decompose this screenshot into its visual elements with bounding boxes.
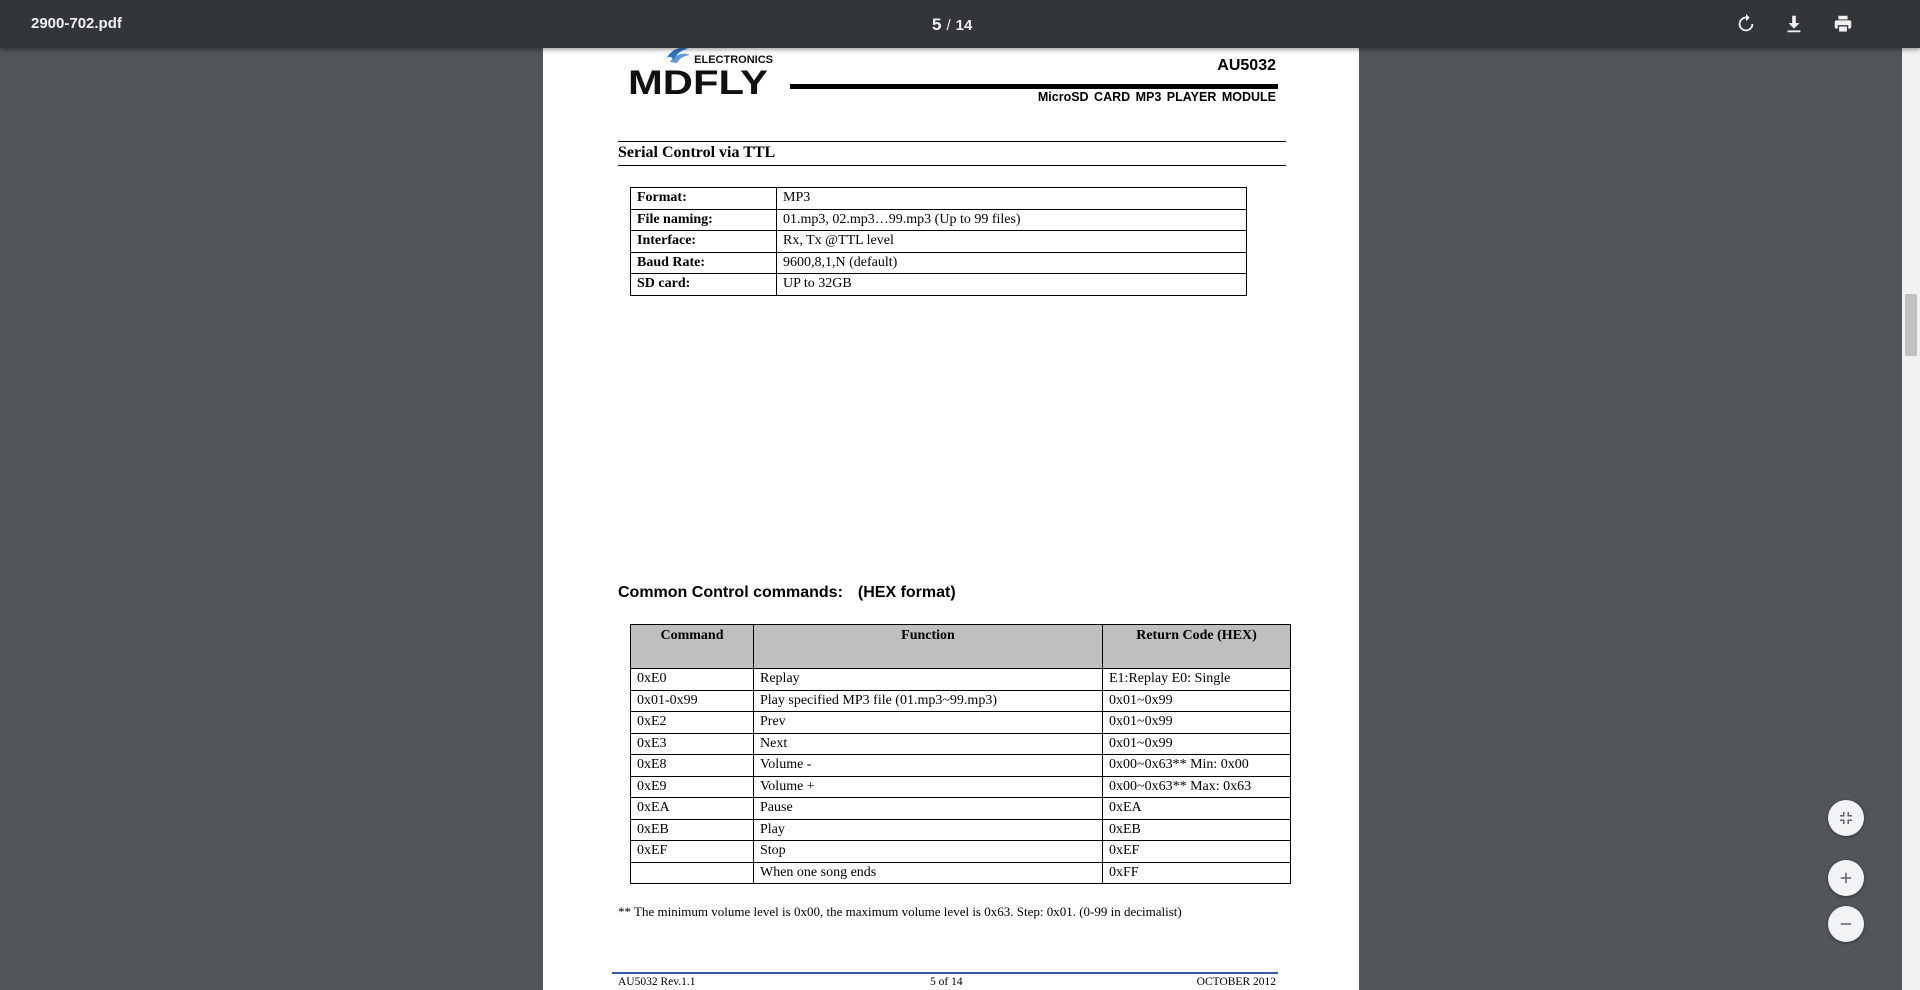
return-code-cell: 0x00~0x63** Min: 0x00 [1103,755,1291,777]
download-icon[interactable] [1783,13,1805,35]
return-code-cell: 0x01~0x99 [1103,733,1291,755]
command-cell: 0xE0 [631,669,754,691]
return-code-cell: 0xFF [1103,862,1291,884]
function-cell: Volume + [754,776,1103,798]
total-pages: 14 [955,17,973,34]
return-code-cell: 0x00~0x63** Max: 0x63 [1103,776,1291,798]
table-row [631,733,1291,755]
document-subtitle: MicroSD CARD MP3 PLAYER MODULE [1037,90,1276,104]
zoom-out-button[interactable] [1828,906,1864,942]
spec-value: Rx, Tx @TTL level [777,231,1247,253]
spec-label: Interface: [631,231,777,253]
header-rule [790,84,1278,89]
command-cell [631,862,754,884]
logo-subtext: ELECTRONICS [694,54,773,66]
spec-row [631,274,1247,296]
spec-value: 9600,8,1,N (default) [777,252,1247,274]
table-row [631,776,1291,798]
command-cell: 0xE8 [631,755,754,777]
command-cell: 0xEA [631,798,754,820]
command-cell: 0xEB [631,819,754,841]
function-cell: Play specified MP3 file (01.mp3~99.mp3) [754,690,1103,712]
header-function: Function [754,625,1103,669]
zoom-out-icon [1837,915,1855,933]
function-cell: Stop [754,841,1103,863]
spec-value: UP to 32GB [777,274,1247,296]
logo-text: MDFLY [628,64,769,98]
function-cell: Volume - [754,755,1103,777]
commands-heading [618,584,956,602]
header-command: Command [631,625,754,669]
spec-value: MP3 [777,188,1247,210]
document-code: AU5032 [1217,57,1276,74]
section-rule-bottom [618,165,1286,166]
function-cell: Play [754,819,1103,841]
return-code-cell: 0xEA [1103,798,1291,820]
command-cell: 0xEF [631,841,754,863]
table-row [631,669,1291,691]
footer-rule [612,972,1278,974]
function-cell: Next [754,733,1103,755]
footnote: ** The minimum volume level is 0x00, the maximum volume level is 0x63. Step: 0x01. (0-99 in decimalist) [618,904,1182,919]
scrollbar-thumb[interactable] [1905,294,1917,356]
spec-row [631,231,1247,253]
spec-label: Baud Rate: [631,252,777,274]
command-cell: 0x01-0x99 [631,690,754,712]
function-cell: Replay [754,669,1103,691]
vertical-scrollbar[interactable] [1902,48,1920,990]
table-row [631,841,1291,863]
footer-center: 5 of 14 [930,976,963,988]
commands-table-header-row [631,625,1291,669]
table-row [631,862,1291,884]
table-row [631,798,1291,820]
file-title: 2900-702.pdf [31,15,122,32]
footer-left: AU5032 Rev.1.1 [618,976,696,988]
commands-heading-text: Common Control commands: [618,584,843,601]
command-cell: 0xE2 [631,712,754,734]
zoom-in-icon [1837,869,1855,887]
commands-format: (HEX format) [857,584,956,601]
table-row [631,819,1291,841]
zoom-in-button[interactable] [1828,860,1864,896]
spec-row [631,252,1247,274]
page-indicator [932,15,972,35]
table-row [631,690,1291,712]
function-cell: When one song ends [754,862,1103,884]
footer-right: OCTOBER 2012 [1196,976,1276,988]
page-separator: / [946,17,951,34]
return-code-cell: 0x01~0x99 [1103,712,1291,734]
mdfly-logo [628,48,773,98]
command-cell: 0xE3 [631,733,754,755]
command-cell: 0xE9 [631,776,754,798]
header-return-code: Return Code (HEX) [1103,625,1291,669]
fit-to-page-icon [1837,809,1855,827]
section-title: Serial Control via TTL [618,144,776,161]
table-row [631,712,1291,734]
spec-row [631,188,1247,210]
return-code-cell: E1:Replay E0: Single [1103,669,1291,691]
print-icon[interactable] [1832,13,1854,35]
section-rule-top [618,141,1286,142]
spec-value: 01.mp3, 02.mp3…99.mp3 (Up to 99 files) [777,209,1247,231]
current-page-input[interactable]: 5 [932,15,942,34]
spec-label: SD card: [631,274,777,296]
pdf-toolbar [0,0,1920,48]
spec-label: Format: [631,188,777,210]
pdf-page [543,48,1359,990]
function-cell: Pause [754,798,1103,820]
return-code-cell: 0xEF [1103,841,1291,863]
return-code-cell: 0x01~0x99 [1103,690,1291,712]
spec-table [630,187,1247,296]
spec-label: File naming: [631,209,777,231]
fit-to-page-button[interactable] [1828,800,1864,836]
spec-row [631,209,1247,231]
rotate-icon[interactable] [1735,13,1757,35]
return-code-cell: 0xEB [1103,819,1291,841]
table-row [631,755,1291,777]
function-cell: Prev [754,712,1103,734]
commands-table [630,624,1291,884]
